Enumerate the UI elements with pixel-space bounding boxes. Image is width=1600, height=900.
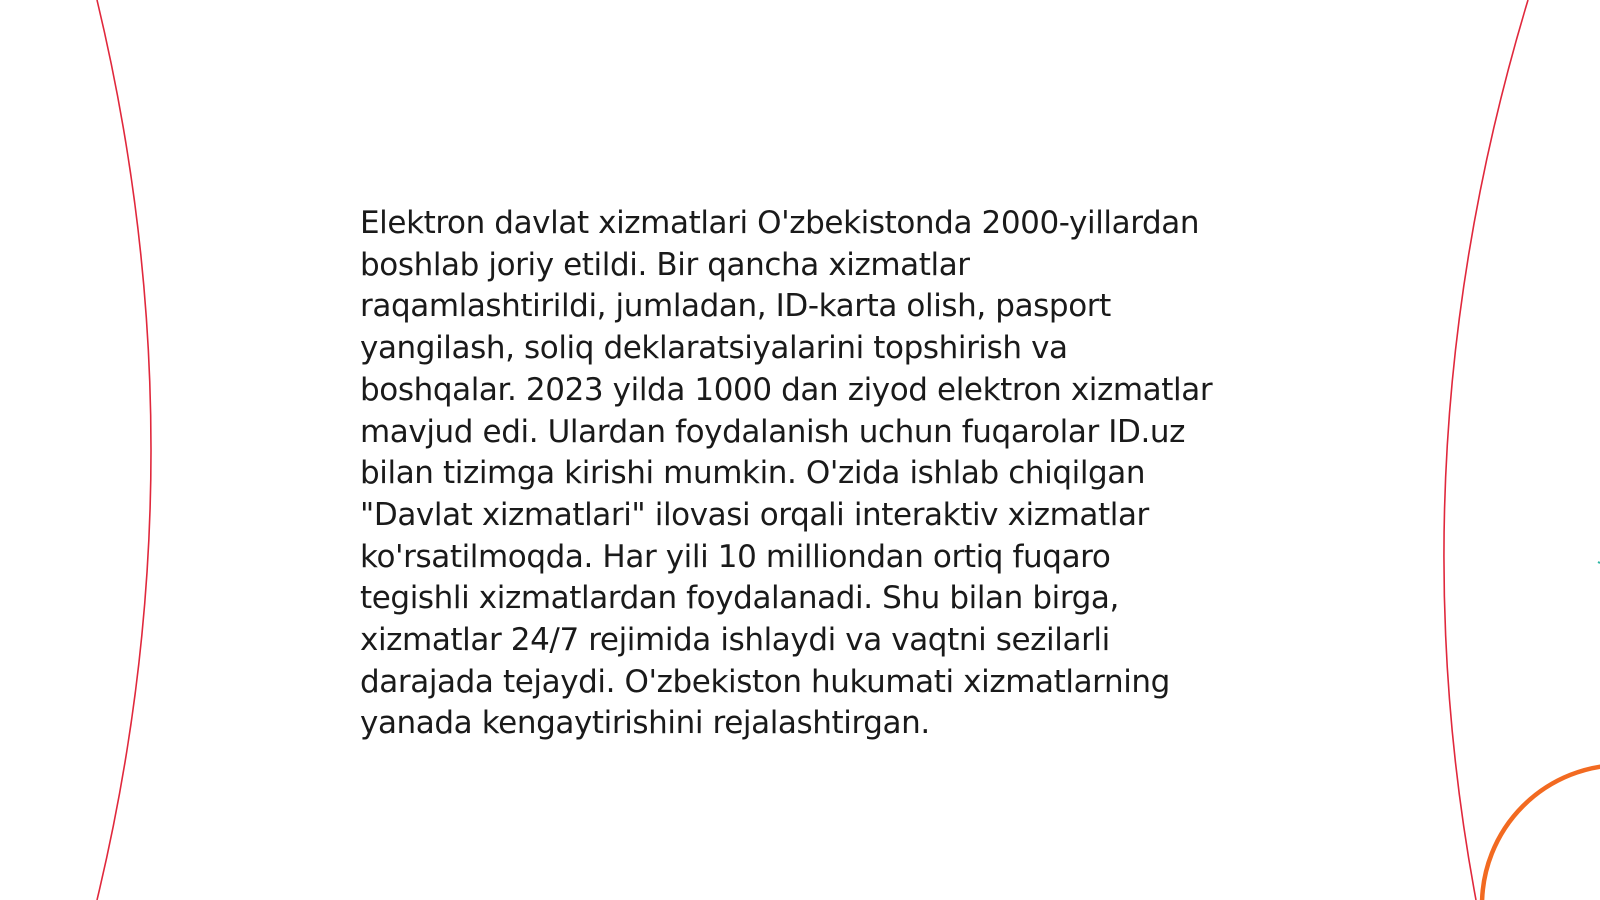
left-red-arc	[97, 0, 151, 900]
right-red-arc	[1444, 0, 1528, 900]
orange-circle	[1482, 765, 1600, 900]
body-paragraph: Elektron davlat xizmatlari O'zbekistonda 2000-yillardan boshlab joriy etildi. Bir qancha xizmatlar raqamlashtirildi, jumladan, ID-karta olish, pasport yangilash, soliq deklaratsiyalarini topshirish va boshqalar. 2023 yilda 1000 dan ziyod elektron xizmatlar mavjud edi. Ulardan foydalanish uchun fuqarolar ID.uz bilan tizimga kirishi mumkin. O'zida ishlab chiqilgan "Davlat xizmatlari" ilovasi orqali interaktiv xizmatlar ko'rsatilmoqda. Har yili 10 milliondan ortiq fuqaro tegishli xizmatlardan foydalanadi. Shu bilan birga, xizmatlar 24/7 rejimida ishlaydi va vaqtni sezilarli darajada tejaydi. O'zbekiston hukumati xizmatlarning yanada kengaytirishini rejalashtirgan.	[360, 205, 1213, 742]
